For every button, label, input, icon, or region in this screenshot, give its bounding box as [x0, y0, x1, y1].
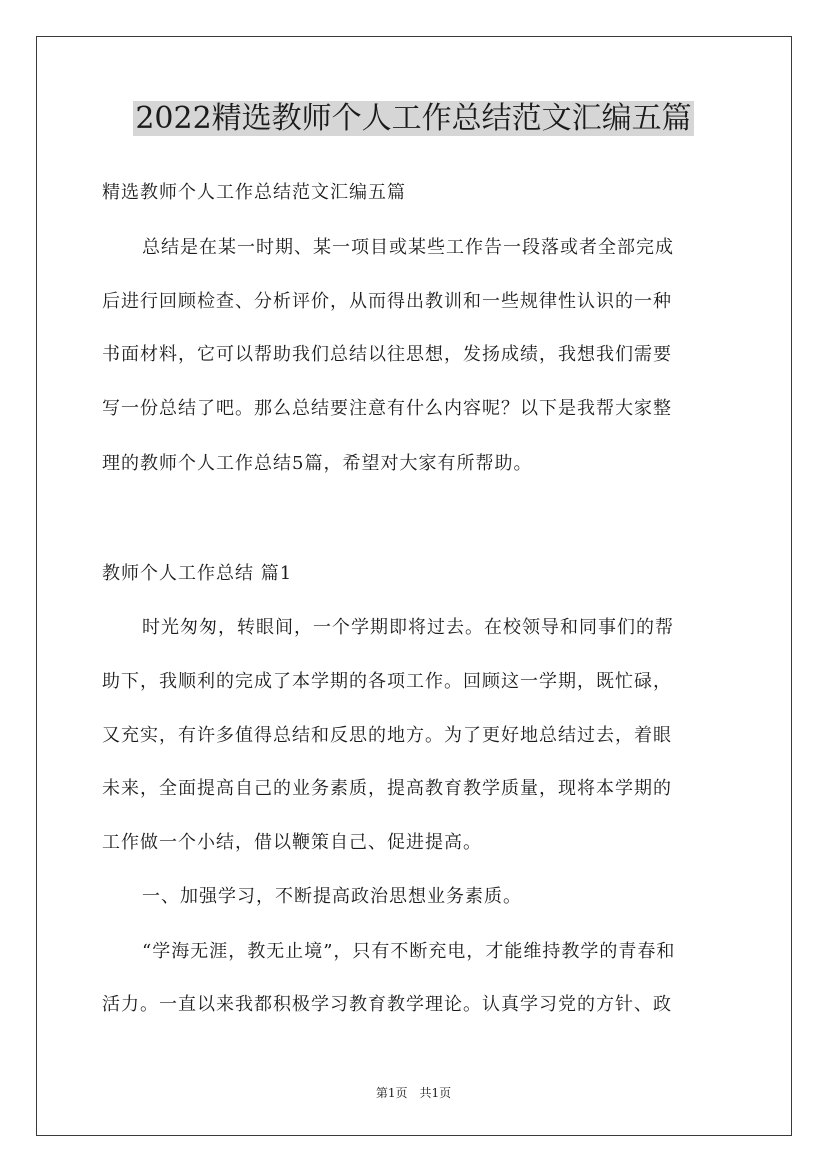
- intro-paragraph-line: 理的教师个人工作总结5篇，希望对大家有所帮助。: [102, 453, 533, 474]
- point-paragraph-line: “学海无涯，教无止境”，只有不断充电，才能维持教学的青春和: [142, 941, 676, 962]
- section-paragraph-line: 又充实，有许多值得总结和反思的地方。为了更好地总结过去，着眼: [102, 725, 672, 746]
- section-paragraph-line: 未来，全面提高自己的业务素质，提高教育教学质量，现将本学期的: [102, 778, 672, 799]
- intro-paragraph-line: 后进行回顾检查、分析评价，从而得出教训和一些规律性认识的一种: [102, 291, 672, 312]
- intro-paragraph-line: 写一份总结了吧。那么总结要注意有什么内容呢？以下是我帮大家整: [102, 398, 672, 419]
- point-paragraph-line: 活力。一直以来我都积极学习教育教学理论。认真学习党的方针、政: [102, 994, 672, 1015]
- intro-paragraph-line: 书面材料，它可以帮助我们总结以往思想，发扬成绩，我想我们需要: [102, 344, 672, 365]
- section-paragraph-line: 助下，我顺利的完成了本学期的各项工作。回顾这一学期，既忙碌，: [102, 671, 672, 692]
- section-heading: 教师个人工作总结 篇1: [102, 563, 293, 584]
- section-paragraph-line: 时光匆匆，转眼间，一个学期即将过去。在校领导和同事们的帮: [142, 617, 674, 638]
- document-subtitle: 精选教师个人工作总结范文汇编五篇: [102, 182, 406, 203]
- intro-paragraph-line: 总结是在某一时期、某一项目或某些工作告一段落或者全部完成: [142, 237, 674, 258]
- document-title: 2022精选教师个人工作总结范文汇编五篇: [135, 101, 692, 136]
- page-footer: 第1页 共1页: [375, 1086, 452, 1100]
- section-paragraph-line: 工作做一个小结，借以鞭策自己、促进提高。: [102, 832, 482, 853]
- point-heading: 一、加强学习，不断提高政治思想业务素质。: [142, 886, 522, 907]
